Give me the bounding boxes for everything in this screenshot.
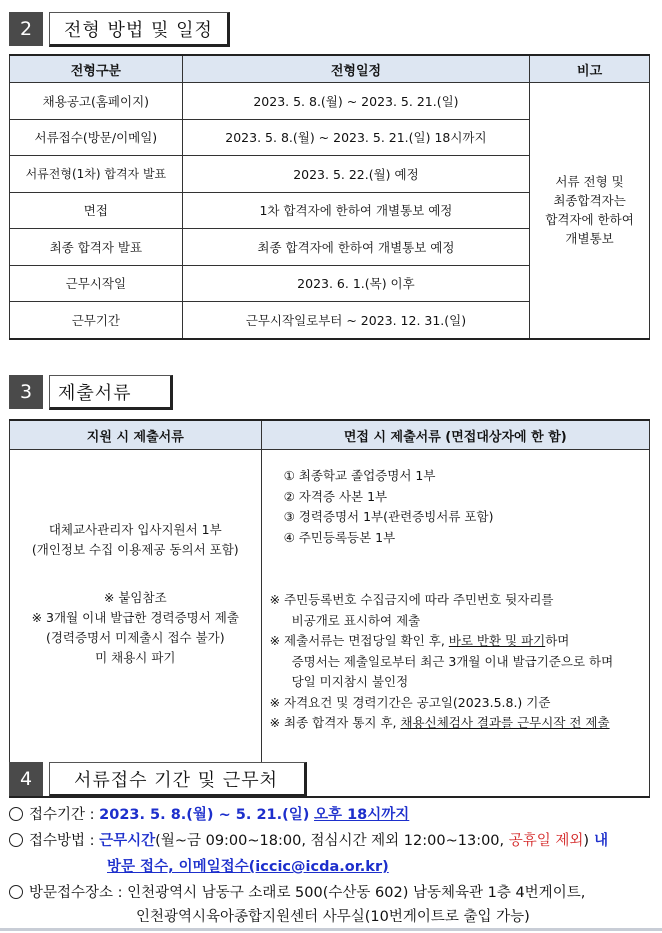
apply-note-line: ※ 붙임참조 bbox=[103, 590, 167, 605]
receipt-period: 접수기간 : 2023. 5. 8.(월) ~ 5. 21.(일) 오후 18시까지 bbox=[9, 803, 409, 828]
page-divider bbox=[0, 928, 662, 931]
stage-cell: 최종 합격자 발표 bbox=[10, 229, 183, 266]
header-date: 전형일정 bbox=[182, 55, 529, 83]
email-link[interactable]: 방문 접수, 이메일접수(iccic@icda.or.kr) bbox=[107, 859, 389, 875]
receipt-place: 방문접수장소 : 인천광역시 남동구 소래로 500(수산동 602) 남동체육관 1층 4번게이트, bbox=[9, 881, 585, 906]
interview-item: ② 자격증 사본 1부 bbox=[283, 488, 388, 504]
interview-item: ① 최종학교 졸업증명서 1부 bbox=[283, 468, 436, 483]
circle-bullet-icon bbox=[9, 807, 23, 821]
date-cell: 2023. 6. 1.(목) 이후 bbox=[182, 265, 529, 302]
table-row bbox=[10, 83, 650, 120]
apply-docs-cell bbox=[10, 450, 262, 798]
interview-note: 비공개로 표시하여 제출 bbox=[291, 612, 421, 628]
stage-cell: 서류전형(1차) 합격자 발표 bbox=[10, 156, 183, 193]
receipt-place-line2: 인천광역시육아종합지원센터 사무실(10번게이트로 출입 가능) bbox=[136, 909, 530, 925]
interview-note: ※ 제출서류는 면접당일 확인 후, 바로 반환 및 파기하며 bbox=[269, 633, 570, 648]
header-note: 비고 bbox=[530, 55, 650, 83]
receipt-method-line2 bbox=[107, 855, 389, 880]
header-interview-docs: 면접 시 제출서류 (면접대상자에 한 함) bbox=[261, 420, 649, 450]
header-stage: 전형구분 bbox=[10, 55, 183, 83]
apply-note-line: (경력증명서 미제출시 접수 불가) bbox=[45, 630, 225, 645]
note-cell bbox=[530, 83, 650, 339]
date-cell: 최종 합격자에 한하여 개별통보 예정 bbox=[182, 229, 529, 266]
interview-item: ③ 경력증명서 1부(관련증빙서류 포함) bbox=[283, 509, 494, 524]
receipt-method: 접수방법 : 근무시간(월~금 09:00~18:00, 점심시간 제외 12:00~13:00, 공휴일 제외) 내 bbox=[9, 829, 608, 854]
section-title: 전형 방법 및 일정 bbox=[49, 12, 230, 47]
date-cell: 2023. 5. 22.(월) 예정 bbox=[182, 156, 529, 193]
header-apply-docs: 지원 시 제출서류 bbox=[10, 420, 262, 450]
interview-note: 증명서는 제출일로부터 최근 3개월 이내 발급기준으로 하며 bbox=[291, 653, 614, 669]
apply-doc-line: 대체교사관리자 입사지원서 1부 bbox=[48, 522, 222, 537]
section-number: 4 bbox=[9, 762, 43, 796]
apply-doc-line: (개인정보 수집 이용제공 동의서 포함) bbox=[31, 542, 239, 557]
interview-note: ※ 주민등록번호 수집금지에 따라 주민번호 뒷자리를 bbox=[269, 592, 554, 607]
stage-cell: 채용공고(홈페이지) bbox=[10, 83, 183, 120]
interview-docs-cell bbox=[261, 450, 649, 798]
date-cell: 2023. 5. 8.(월) ~ 2023. 5. 21.(일) bbox=[182, 83, 529, 120]
interview-note: ※ 최종 합격자 통지 후, 채용신체검사 결과를 근무시작 전 제출 bbox=[269, 715, 610, 730]
stage-cell: 근무기간 bbox=[10, 302, 183, 339]
note-line: 합격자에 한하여 bbox=[545, 212, 634, 228]
section-number: 3 bbox=[9, 375, 43, 409]
apply-note-line: 미 채용시 파기 bbox=[95, 650, 176, 665]
interview-note: ※ 자격요건 및 경력기간은 공고일(2023.5.8.) 기준 bbox=[269, 694, 551, 710]
note-line: 서류 전형 및 bbox=[555, 174, 624, 190]
section-title: 제출서류 bbox=[49, 375, 173, 410]
section-title: 서류접수 기간 및 근무처 bbox=[49, 762, 307, 797]
section-number: 2 bbox=[9, 12, 43, 46]
date-cell: 1차 합격자에 한하여 개별통보 예정 bbox=[182, 192, 529, 229]
note-line: 최종합격자는 bbox=[553, 193, 626, 209]
apply-note-line: ※ 3개월 이내 발급한 경력증명서 제출 bbox=[31, 610, 239, 625]
stage-cell: 서류접수(방문/이메일) bbox=[10, 119, 183, 156]
documents-table bbox=[9, 419, 650, 798]
interview-note: 당일 미지참시 불인정 bbox=[291, 674, 409, 689]
date-cell: 2023. 5. 8.(월) ~ 2023. 5. 21.(일) 18시까지 bbox=[182, 119, 529, 156]
interview-item: ④ 주민등록등본 1부 bbox=[283, 529, 396, 545]
schedule-table bbox=[9, 54, 650, 340]
date-cell: 근무시작일로부터 ~ 2023. 12. 31.(일) bbox=[182, 302, 529, 339]
stage-cell: 면접 bbox=[10, 192, 183, 229]
note-line: 개별통보 bbox=[565, 231, 614, 247]
circle-bullet-icon bbox=[9, 833, 23, 847]
stage-cell: 근무시작일 bbox=[10, 265, 183, 302]
circle-bullet-icon bbox=[9, 885, 23, 899]
